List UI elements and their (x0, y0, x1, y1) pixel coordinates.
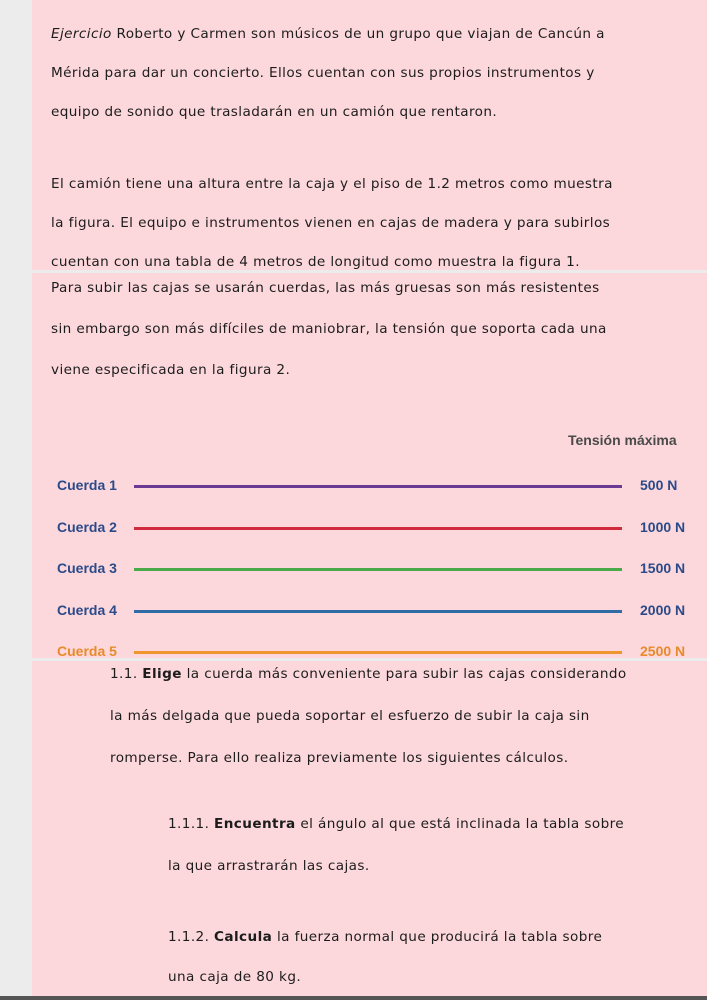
sub1-number: 1.1.1. (168, 816, 210, 832)
sub2-verb: Calcula (214, 929, 273, 945)
truck-line-3: cuentan con una tabla de 4 metros de longitud como muestra la figura 1. (51, 254, 580, 270)
sub2-line-1-text: la fuerza normal que producirá la tabla sobre (272, 929, 603, 945)
rope-label-2: Cuerda 2 (57, 518, 117, 535)
rope-line-1 (134, 485, 622, 488)
rope-tension-2: 1000 N (640, 518, 686, 535)
rope-line-5 (134, 651, 622, 654)
rope-tension-1: 500 N (640, 477, 678, 493)
task-verb: Elige (142, 666, 182, 682)
rope-label-5: Cuerda 5 (57, 643, 117, 659)
bottom-border (0, 996, 707, 1000)
rope-line-3 (134, 568, 622, 571)
sub1-verb: Encuentra (214, 816, 296, 832)
rope-label-1: Cuerda 1 (57, 477, 117, 493)
sub1-line-1 (168, 815, 624, 833)
intro-line-1 (51, 25, 605, 43)
exercise-label: Ejercicio (51, 26, 112, 42)
rope-line-2 (134, 527, 622, 530)
task-line-1-text: la cuerda más conveniente para subir las cajas considerando (181, 666, 627, 682)
rope-label-3: Cuerda 3 (57, 560, 117, 576)
rope-label-4: Cuerda 4 (57, 601, 117, 618)
chart-title: Tensión máxima (568, 432, 677, 448)
task-line-2: la más delgada que pueda soportar el esfuerzo de subir la caja sin (110, 708, 590, 724)
truck-line-1: El camión tiene una altura entre la caja y el piso de 1.2 metros como muestra (51, 176, 613, 192)
truck-line-2: la figura. El equipo e instrumentos vienen en cajas de madera y para subirlos (51, 215, 611, 231)
ropes-line-2: sin embargo son más difíciles de maniobrar, la tensión que soporta cada una (51, 321, 607, 337)
sub2-line-1 (168, 928, 602, 946)
rope-line-4 (134, 610, 622, 613)
task-line-1 (110, 665, 627, 683)
ropes-line-1: Para subir las cajas se usarán cuerdas, las más gruesas son más resistentes (51, 280, 600, 296)
intro-line-3: equipo de sonido que trasladarán en un camión que rentaron. (51, 104, 498, 120)
sub2-number: 1.1.2. (168, 929, 210, 945)
rope-tension-5: 2500 N (640, 643, 686, 659)
rope-tension-3: 1500 N (640, 560, 686, 576)
task-line-3: romperse. Para ello realiza previamente los siguientes cálculos. (110, 750, 569, 766)
task-number: 1.1. (110, 666, 138, 682)
intro-line-2: Mérida para dar un concierto. Ellos cuentan con sus propios instrumentos y (51, 65, 595, 81)
sub2-line-2: una caja de 80 kg. (168, 969, 302, 985)
sub1-line-1-text: el ángulo al que está inclinada la tabla sobre (295, 816, 625, 832)
intro-line-1-text: Roberto y Carmen son músicos de un grupo que viajan de Cancún a (111, 26, 605, 42)
sub1-line-2: la que arrastrarán las cajas. (168, 858, 370, 874)
ropes-line-3: viene especificada en la figura 2. (51, 362, 291, 378)
rope-tension-4: 2000 N (640, 601, 686, 618)
